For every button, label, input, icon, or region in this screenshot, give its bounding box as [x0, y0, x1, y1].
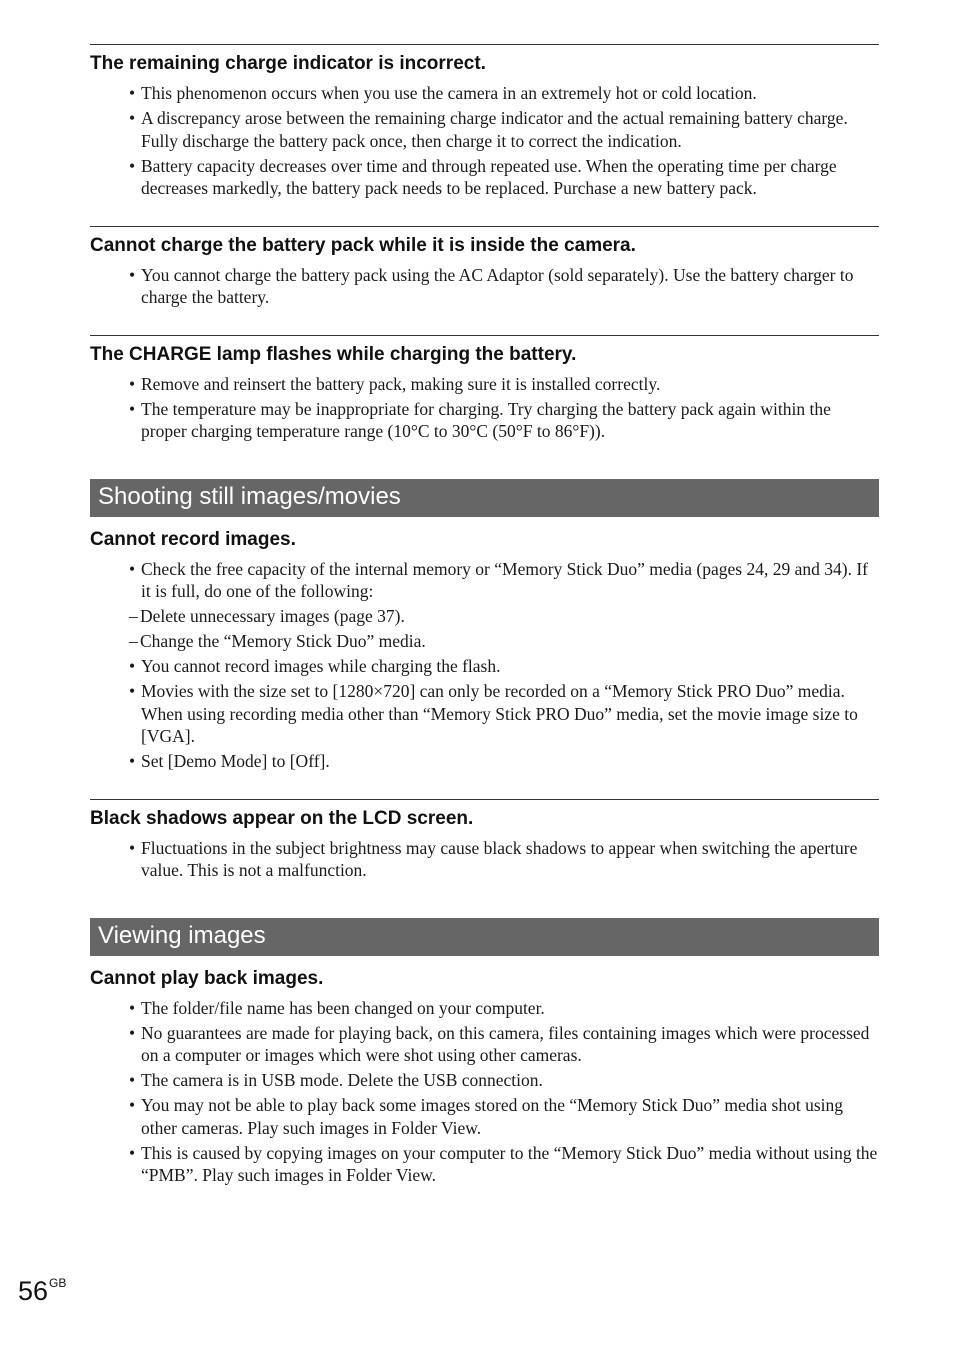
list-item: • Remove and reinsert the battery pack, making sure it is installed correctly. [129, 373, 661, 394]
bullet-list [90, 373, 879, 443]
bullet-list [90, 264, 879, 309]
list-item: • This phenomenon occurs when you use the camera in an extremely hot or cold location. [129, 83, 757, 103]
topic-title: Cannot charge the battery pack while it is inside the camera. [90, 234, 636, 256]
dash-mark: – [129, 606, 138, 626]
sub-list-item: – Change the “Memory Stick Duo” media. [129, 631, 426, 651]
list-item: • No guarantees are made for playing back, on this camera, files containing images which were processed on a computer or images which were shot using other cameras. [129, 1022, 870, 1065]
region-code: GB [49, 1276, 67, 1290]
bullet-mark: • [129, 681, 136, 701]
bullet-mark: • [129, 656, 136, 676]
bullet-list [90, 82, 879, 200]
topic-title: Black shadows appear on the LCD screen. [90, 807, 474, 829]
page-number-value: 56 [18, 1276, 49, 1306]
bullet-mark: • [129, 83, 136, 103]
bullet-mark: • [129, 837, 136, 858]
topic-title: The remaining charge indicator is incorrect. [90, 53, 486, 74]
bullet-mark: • [129, 373, 136, 394]
topic-title: Cannot record images. [90, 528, 296, 550]
bullet-list [90, 997, 879, 1187]
list-item: • Fluctuations in the subject brightness may cause black shadows to appear when switching the aperture value. This is not a malfunction. [129, 837, 858, 880]
dash-mark: – [129, 631, 138, 651]
list-item: • A discrepancy arose between the remaining charge indicator and the actual remaining battery charge. Fully discharge the battery pack once, then charge it to correct the indication. [129, 108, 848, 151]
list-item: • This is caused by copying images on your computer to the “Memory Stick Duo” media without using the “PMB”. Play such images in Folder View. [129, 1142, 878, 1185]
bullet-mark: • [129, 1095, 136, 1115]
list-item: • The camera is in USB mode. Delete the USB connection. [129, 1070, 543, 1090]
bullet-mark: • [129, 264, 136, 285]
bullet-mark: • [129, 108, 136, 128]
page-content [90, 44, 879, 1213]
page-number [18, 1268, 66, 1306]
list-item: • You cannot record images while charging the flash. [129, 656, 501, 676]
bullet-mark: • [129, 398, 136, 419]
list-item: • Check the free capacity of the internal memory or “Memory Stick Duo” media (pages 24, 29 and 34). If it is full, do one of the following: [129, 558, 868, 601]
bullet-mark: • [129, 155, 136, 176]
topic-cannot-play-back [90, 967, 879, 1187]
topic-cannot-record [90, 528, 879, 773]
list-item: • Movies with the size set to [1280×720] can only be recorded on a “Memory Stick PRO Duo” media. When using recording media other than “Memory Stick PRO Duo” media, set the movie image size to [VGA]. [129, 681, 858, 746]
section-heading-shooting: Shooting still images/movies [90, 479, 879, 517]
list-item: • You cannot charge the battery pack using the AC Adaptor (sold separately). Use the battery charger to charge the battery. [129, 264, 854, 307]
topic-title: The CHARGE lamp flashes while charging the battery. [90, 343, 577, 365]
topic-black-shadows [90, 799, 879, 882]
section-heading-viewing: Viewing images [90, 918, 879, 956]
sub-list-item: – Delete unnecessary images (page 37). [129, 606, 405, 626]
bullet-mark: • [129, 1142, 136, 1163]
bullet-mark: • [129, 1070, 136, 1090]
bullet-list [90, 558, 879, 773]
bullet-mark: • [129, 1022, 136, 1043]
list-item: • The temperature may be inappropriate for charging. Try charging the battery pack again within the proper charging temperature range (10°C to 30°C (50°F to 86°F)). [129, 398, 831, 441]
bullet-mark: • [129, 997, 136, 1018]
bullet-mark: • [129, 558, 136, 579]
topic-charge-lamp-flashes [90, 335, 879, 443]
topic-cannot-charge-inside [90, 226, 879, 309]
bullet-mark: • [129, 751, 136, 771]
list-item: • The folder/file name has been changed on your computer. [129, 997, 545, 1018]
list-item: • Battery capacity decreases over time and through repeated use. When the operating time per charge decreases markedly, the battery pack needs to be replaced. Purchase a new battery pack. [129, 155, 837, 198]
list-item: • Set [Demo Mode] to [Off]. [129, 751, 330, 771]
bullet-list [90, 837, 879, 882]
topic-remaining-charge [90, 44, 879, 200]
list-item: • You may not be able to play back some images stored on the “Memory Stick Duo” media shot using other cameras. Play such images in Folder View. [129, 1095, 843, 1138]
topic-title: Cannot play back images. [90, 967, 324, 989]
